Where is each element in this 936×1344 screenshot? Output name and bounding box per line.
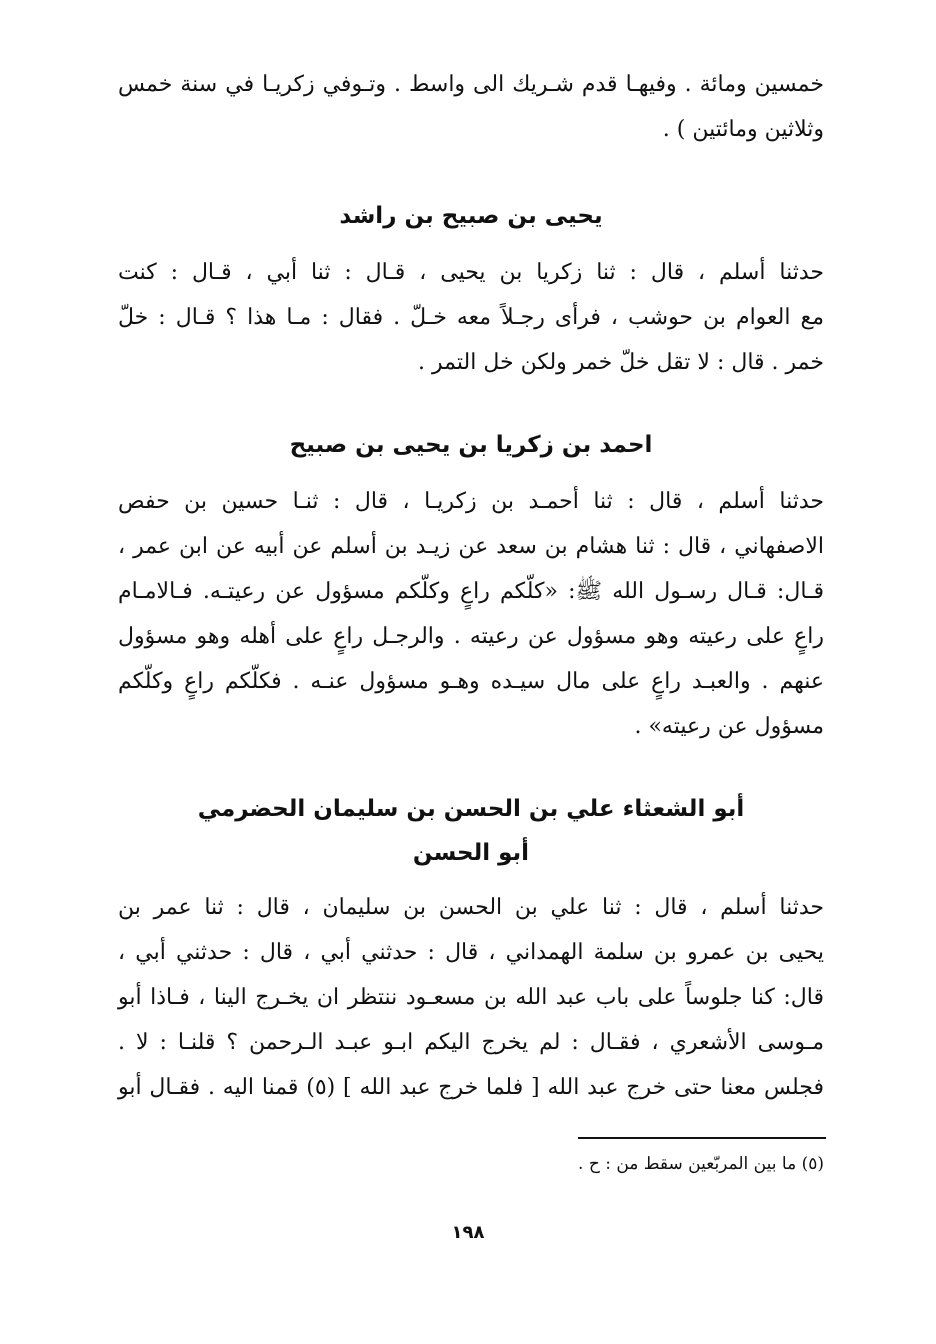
text-line: الاصفهاني ، قال : ثنا هشام بن سعد عن زيـد بن أسلم عن أبيه عن ابن عمر ، — [118, 534, 824, 559]
page-body — [118, 62, 824, 1110]
text-line: خمسين ومائة . وفيهـا قدم شـريك الى واسط . وتـوفي زكريـا في سنة خمس — [118, 72, 824, 97]
section-paragraph — [118, 250, 824, 385]
section-paragraph — [118, 885, 824, 1110]
footnote-divider — [578, 1137, 826, 1139]
section-heading — [118, 423, 824, 467]
text-line: حدثنا أسلم ، قال : ثنا علي بن الحسن بن سليمان ، قال : ثنا عمر بن — [118, 895, 824, 920]
text-line: خمر . قال : لا تقل خلّ خمر ولكن خل التمر . — [418, 350, 824, 375]
section-paragraph — [118, 479, 824, 749]
section-heading — [118, 787, 824, 875]
text-line: فجلس معنا حتى خرج عبد الله [ فلما خرج عبد الله ] (٥) قمنا اليه . فقـال أبو — [118, 1075, 824, 1100]
text-line: قـال: قـال رسـول الله ﷺ: «كلّكم راعٍ وكلّكم مسؤول عن رعيتـه. فـالامـام — [118, 579, 824, 604]
page-number: ١٩٨ — [451, 1222, 485, 1243]
text-line: مسؤول عن رعيته» . — [634, 714, 824, 739]
heading-line: احمد بن زكريا بن يحيى بن صبيح — [289, 432, 653, 458]
heading-line: يحيى بن صبيح بن راشد — [339, 203, 603, 229]
heading-line: أبو الشعثاء علي بن الحسن بن سليمان الحضرمي — [197, 796, 745, 822]
intro-paragraph — [118, 62, 824, 152]
text-line: يحيى بن عمرو بن سلمة الهمداني ، قال : حدثني أبي ، قال : حدثني أبي ، — [118, 940, 824, 965]
text-line: قال: كنا جلوساً على باب عبد الله بن مسعـود ننتظر ان يخـرج الينا ، فـاذا أبو — [118, 985, 824, 1010]
text-line: حدثنا أسلم ، قال : ثنا أحمـد بن زكريـا ، قال : ثنـا حسين بن حفص — [118, 489, 824, 514]
heading-line: أبو الحسن — [412, 840, 530, 866]
text-line: عنهم . والعبـد راعٍ على مال سيـده وهـو مسؤول عنـه . فكلّكم راعٍ وكلّكم — [118, 669, 824, 694]
text-line: مع العوام بن حوشب ، فرأى رجـلاً معه خـلّ . فقال : مـا هذا ؟ قـال : خلّ — [118, 305, 824, 330]
footnote: (٥) ما بين المربّعين سقط من : ح . — [578, 1154, 824, 1174]
text-line: مـوسى الأشعري ، فقـال : لم يخرج اليكم ابـو عبـد الـرحمن ؟ قلنـا : لا . — [118, 1030, 824, 1055]
text-line: حدثنا أسلم ، قال : ثنا زكريا بن يحيى ، قـال : ثنا أبي ، قـال : كنت — [118, 260, 824, 285]
text-line: راعٍ على رعيته وهو مسؤول عن رعيته . والرجـل راعٍ على أهله وهو مسؤول — [118, 624, 824, 649]
text-line: وثلاثين ومائتين ) . — [662, 117, 824, 142]
section-heading — [118, 194, 824, 238]
